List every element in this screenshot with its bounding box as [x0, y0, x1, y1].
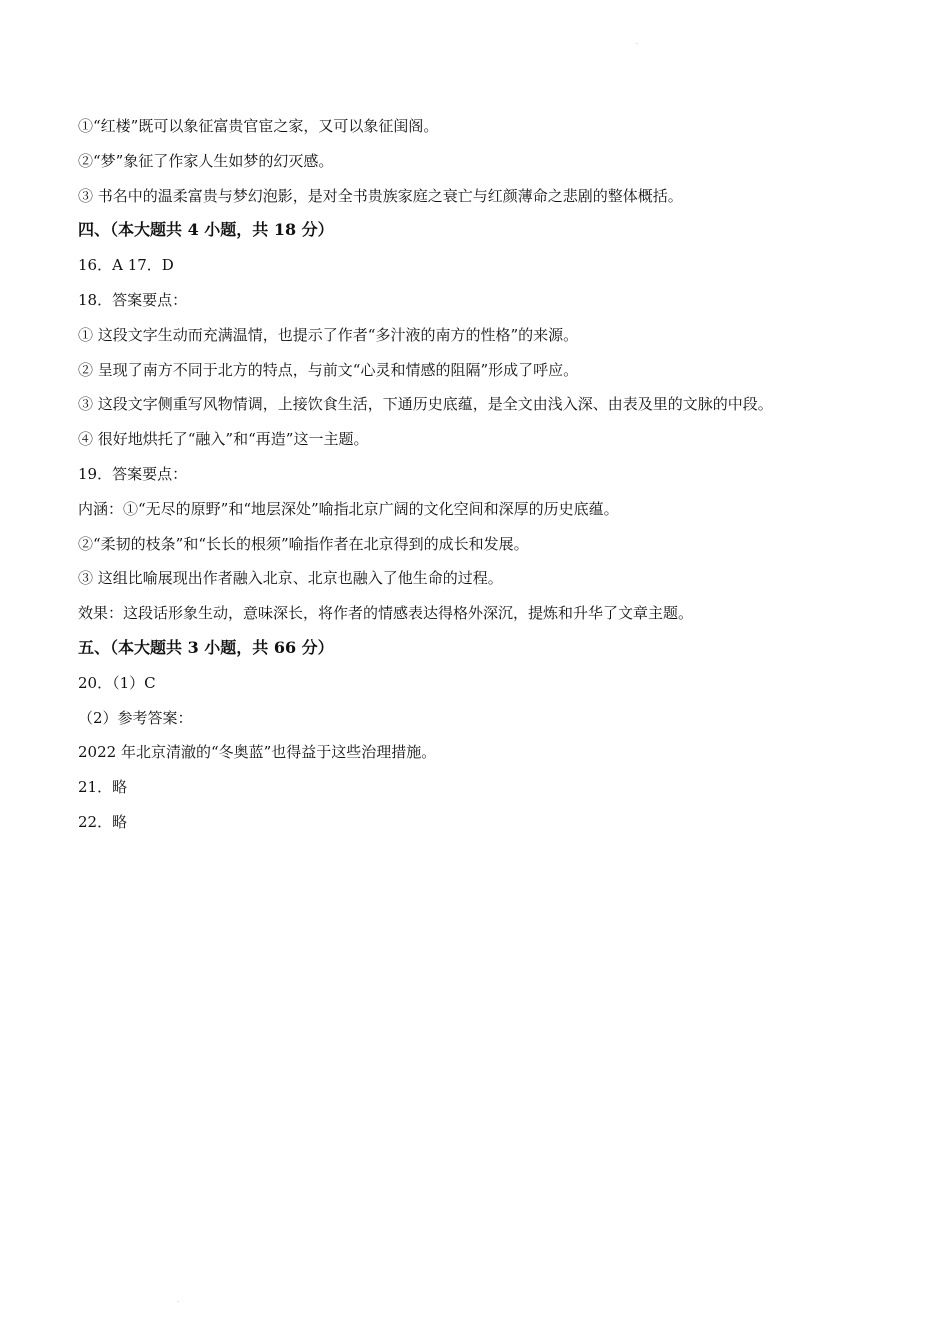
- answer-20-part-2-text: 2022 年北京清澈的“冬奥蓝”也得益于这些治理措施。: [78, 743, 437, 762]
- answer-line-3: ③ 书名中的温柔富贵与梦幻泡影，是对全书贵族家庭之衰亡与红颜薄命之悲剧的整体概括。: [78, 186, 683, 205]
- answer-line-1: ①“红楼”既可以象征富贵官宦之家，又可以象征闺阁。: [78, 117, 439, 135]
- answer-16-17: 16．A 17．D: [78, 256, 174, 275]
- answer-18-point-4: ④ 很好地烘托了“融入”和“再造”这一主题。: [78, 430, 369, 449]
- answer-19-meaning-2: ②“柔韧的枝条”和“长长的根须”喻指作者在北京得到的成长和发展。: [78, 534, 529, 553]
- answer-18-point-3: ③ 这段文字侧重写风物情调，上接饮食生活，下通历史底蕴，是全文由浅入深、由表及里的文脉的中段。: [78, 395, 773, 414]
- answer-22: 22．略: [78, 812, 128, 831]
- answer-18-point-1: ① 这段文字生动而充满温情，也提示了作者“多汁液的南方的性格”的来源。: [78, 325, 579, 344]
- answer-document: [78, 109, 938, 840]
- answer-19-meaning-1: 内涵：①“无尽的原野”和“地层深处”喻指北京广阔的文化空间和深厚的历史底蕴。: [78, 499, 619, 518]
- answer-18-point-2: ② 呈现了南方不同于北方的特点，与前文“心灵和情感的阻隔”形成了呼应。: [78, 360, 579, 379]
- page-dot-mark-bottom: ·: [177, 1299, 179, 1306]
- answer-19-meaning-3: ③ 这组比喻展现出作者融入北京、北京也融入了他生命的过程。: [78, 569, 503, 588]
- answer-line-2: ②“梦”象征了作家人生如梦的幻灭感。: [78, 151, 334, 170]
- answer-19-effect: 效果：这段话形象生动，意味深长，将作者的情感表达得格外深沉，提炼和升华了文章主题。: [78, 604, 694, 623]
- answer-21: 21．略: [78, 778, 128, 797]
- answer-20-part-1: 20．（1）C: [78, 673, 156, 692]
- answer-19-title: 19．答案要点：: [78, 464, 188, 483]
- section-heading-four: 四、（本大题共 4 小题，共 18 分）: [78, 220, 334, 240]
- answer-20-part-2-title: （2）参考答案：: [78, 708, 193, 727]
- answer-18-title: 18．答案要点：: [78, 290, 188, 309]
- page-dot-mark-top: ·: [636, 41, 638, 48]
- section-heading-five: 五、（本大题共 3 小题，共 66 分）: [78, 637, 334, 657]
